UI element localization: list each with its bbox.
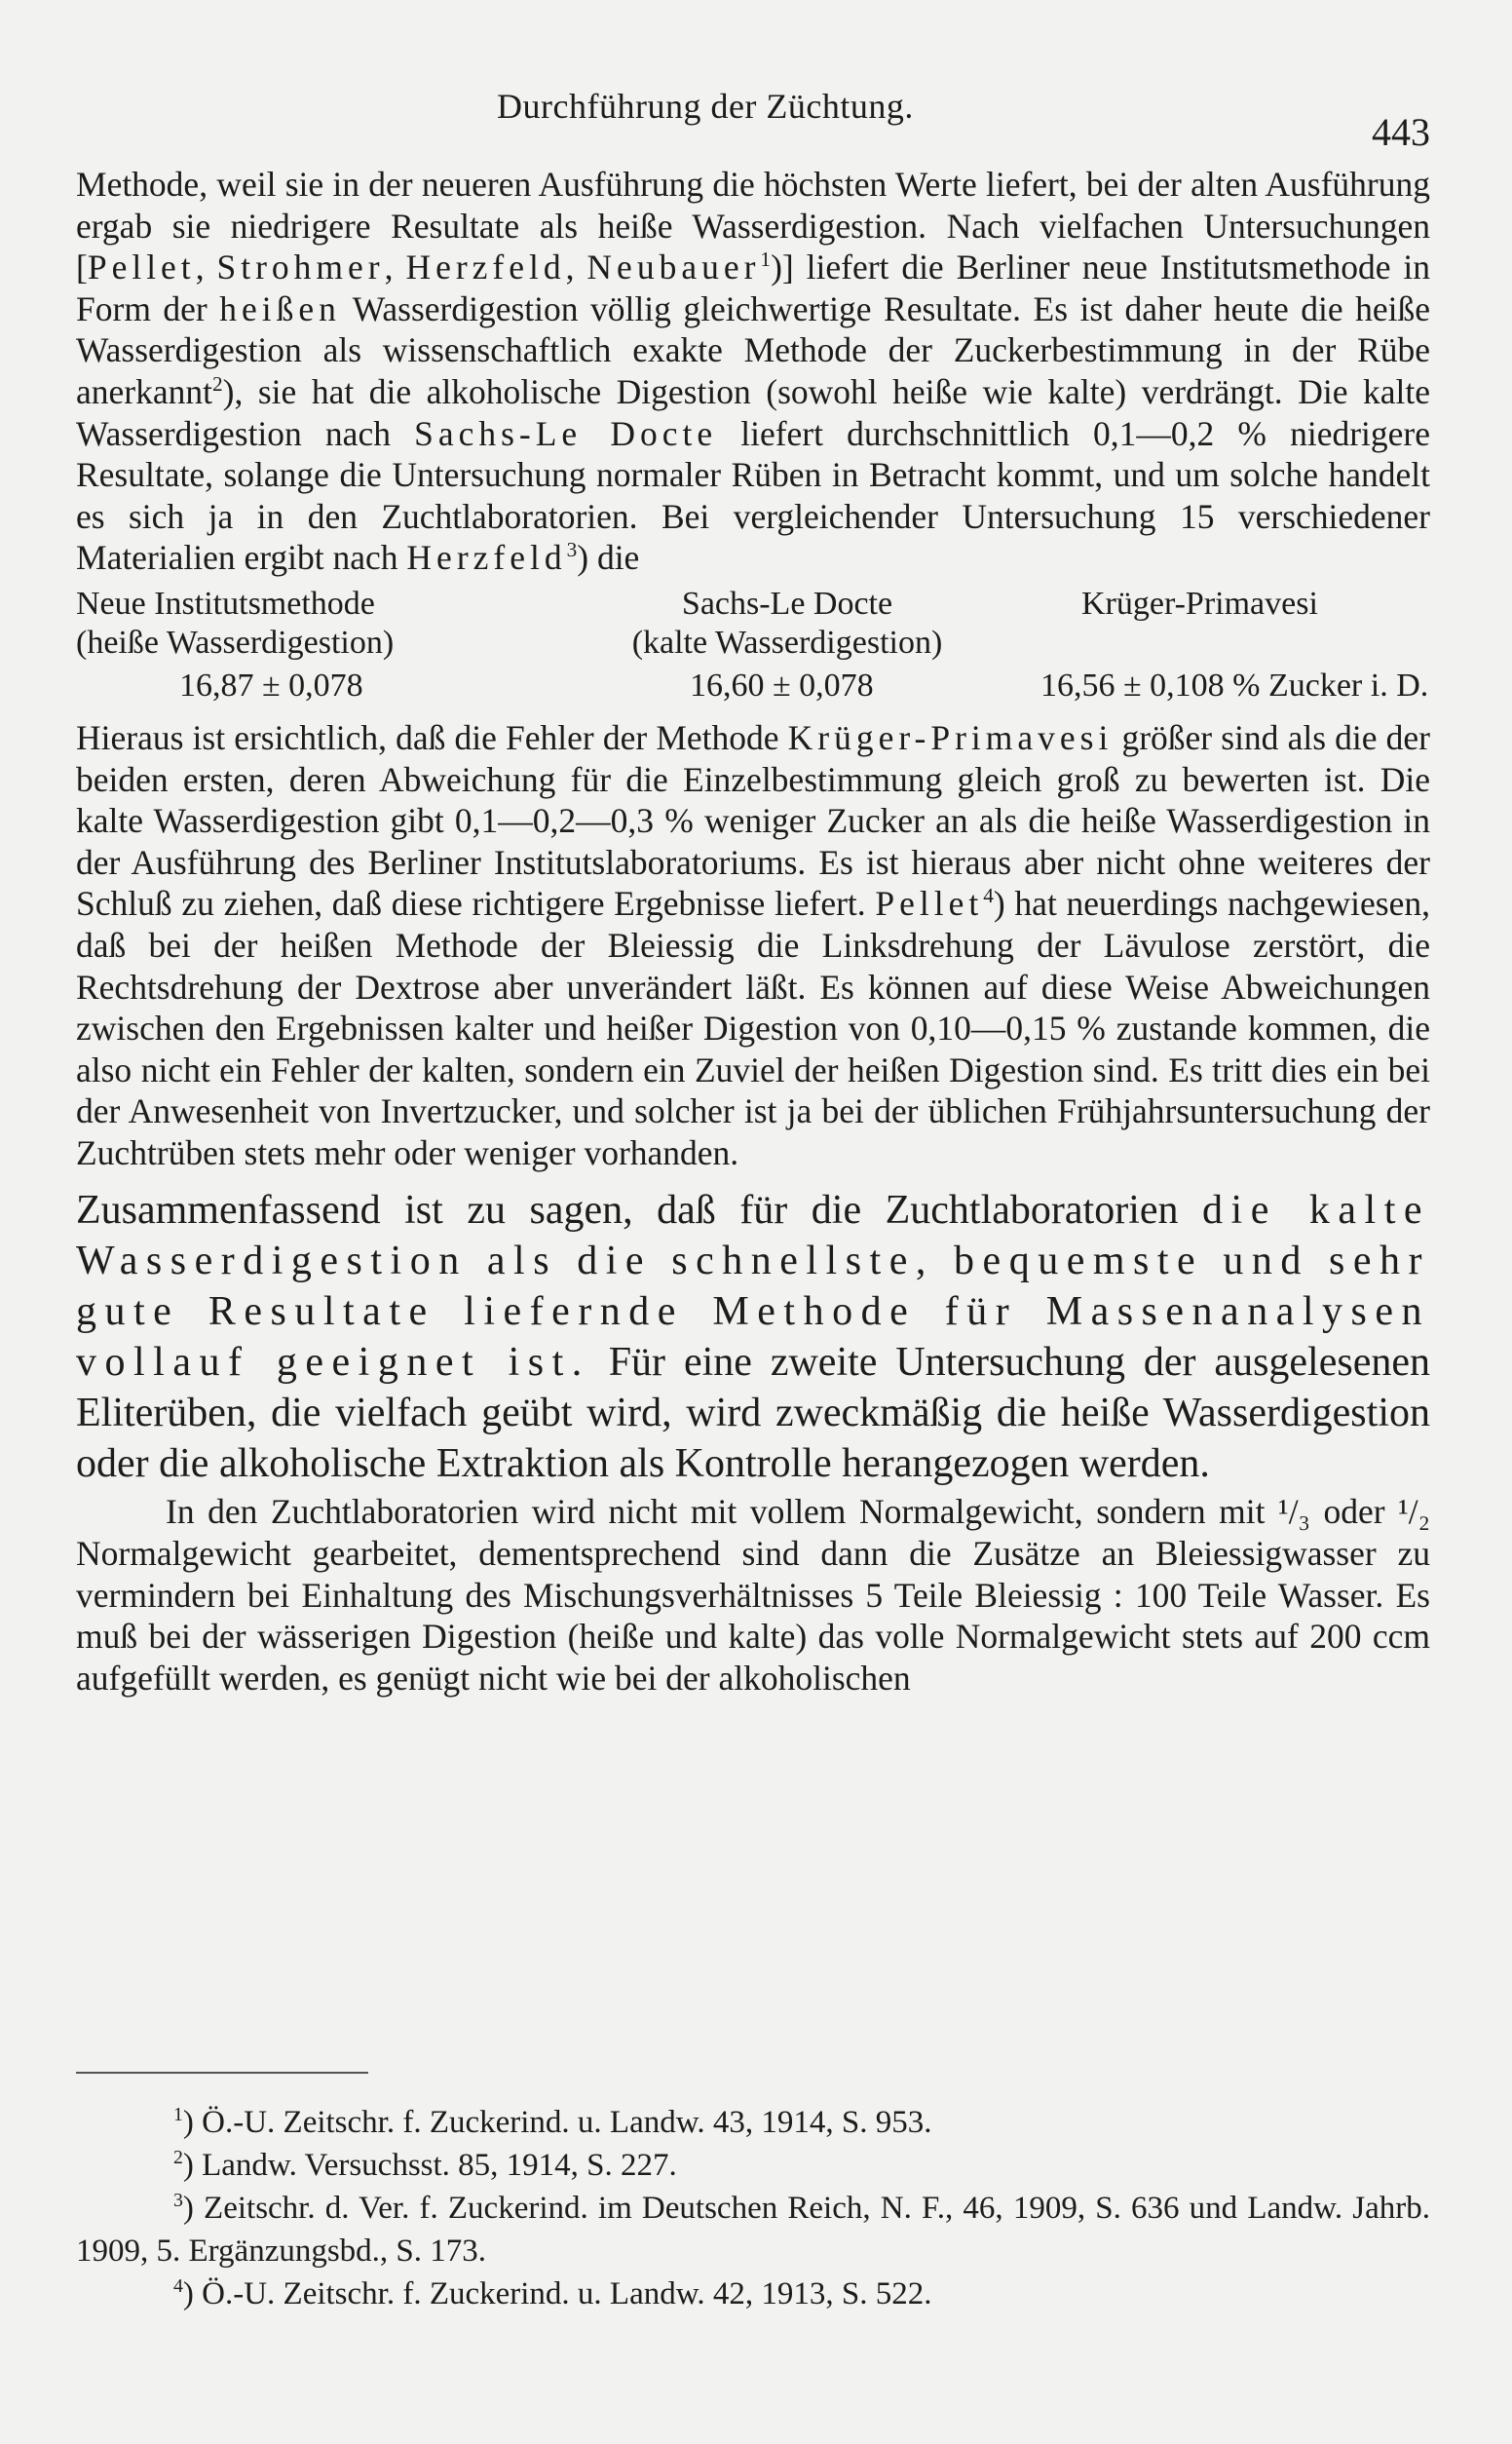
text-run: )] liefert die Berliner neue Institutsmethode in Form der [76,248,1431,328]
text-run: ), sie hat die alkoholische Digestion (sowohl heiße wie kalte) verdrängt. Die kalte Wasserdigestion nach [76,371,1430,453]
footnote-ref: 1 [760,248,772,272]
comparison-table [76,585,1430,713]
footnote-ref: 4 [983,884,994,908]
footnote [76,2101,1430,2144]
text-run: Wasserdigestion völlig gleichwertige Resultate. Es ist daher heute die heiße Wasserdigestion als wissenschaftlich exakte Methode der Zuckerbestimmung in der Rübe anerkannt [76,288,1430,411]
comparison-column [76,585,534,704]
text-run: Hieraus ist ersichtlich, daß die Fehler der Methode [76,717,788,757]
footnote-number: 4 [173,2275,183,2297]
footnote-number: 1 [173,2104,183,2125]
method-value: 16,56 ± 0,108 % Zucker i. D. [1040,667,1429,704]
method-subtitle: (kalte Wasserdigestion) [631,624,943,661]
text-run: Für eine zweite Untersuchung der ausgelesenen Eliterüben, die vielfach geübt wird, wird zweckmäßig die heiße Wasserdigestion oder die alkoholische Extraktion als Kontrolle herangezogen werden. [76,1340,1430,1487]
author-name: Herzfeld [406,538,567,578]
method-value: 16,60 ± 0,078 [690,667,874,704]
method-name: Neue Institutsmethode [76,585,375,622]
footnote-ref: 3 [566,538,578,562]
method-name: Krüger-Primavesi [1081,585,1318,622]
comparison-column [1040,585,1430,704]
paragraph-2 [76,717,1430,1174]
text-run: liefert durchschnittlich 0,1—0,2 % niedrigere Resultate, solange die Untersuchung normaler Rüben in Betracht kommt, und um solche handelt es sich ja in den Zuchtlaboratorien. Bei vergleichender Untersuchung 15 verschiedener Materialien ergibt nach [76,413,1430,578]
footnote-number: 3 [173,2190,183,2211]
footnotes [76,2101,1430,2315]
emphasized-conclusion: die kalte Wasserdigestion als die schnellste, bequemste und sehr gute Resultate liefernde Methode für Massenanalysen vollauf geeignet ist. [76,1188,1431,1386]
footnote-text: ) Ö.-U. Zeitschr. f. Zuckerind. u. Landw. 42, 1913, S. 522. [182,2276,932,2311]
method-subtitle: (heiße Wasserdigestion) [76,624,395,661]
method-value: 16,87 ± 0,078 [179,667,363,704]
author-name: Neubauer [586,248,761,287]
footnote-text: ) Ö.-U. Zeitschr. f. Zuckerind. u. Landw. 43, 1914, S. 953. [182,2105,932,2140]
paragraph-3: In den Zuchtlaboratorien wird nicht mit vollem Normalgewicht, sondern mit ¹/₃ oder ¹/₂ Normalgewicht gearbeitet, dementsprechend sind dann die Zusätze an Bleiessigwasser zu vermindern bei Einhaltung des Mischungsverhältnisses 5 Teile Bleiessig : 100 Teile Wasser. Es muß bei der wässerigen Digestion (heiße und kalte) das volle Normalgewicht stets auf 200 ccm aufgefüllt werden, es genügt nicht wie bei der alkoholischen [76,1492,1430,1698]
book-page [76,0,1430,2444]
footnote-number: 2 [173,2147,183,2168]
comparison-column [534,585,1040,704]
author-name: Herzfeld [405,248,566,287]
footnote-divider [76,2072,368,2074]
text-run: ) die [577,538,640,578]
text-run: Zusammenfassend ist zu sagen, daß für die Zuchtlaboratorien [76,1188,1203,1234]
footnote-text: ) Landw. Versuchsst. 85, 1914, S. 227. [182,2148,677,2183]
text-run: , [565,248,587,287]
paragraph-1 [76,164,1430,579]
text-run: , [195,248,217,287]
page-number: 443 [1372,110,1430,154]
summary-paragraph [76,1185,1430,1489]
text-run: , [384,248,406,287]
footnote [76,2272,1430,2315]
author-name: Pellet [875,884,984,924]
footnote-ref: 2 [211,372,223,397]
footnote [76,2144,1430,2187]
emphasis: heißen [219,288,341,328]
author-name: Strohmer [216,248,385,287]
text-run: ) hat neuerdings nachgewiesen, daß bei der heißen Methode der Bleiessig die Linksdrehung der Lävulose zerstört, die Rechtsdrehung der Dextrose aber unverändert läßt. Es können auf diese Weise Abweichungen zwischen den Ergebnissen kalter und heißer Digestion von 0,10—0,15 % zustande kommen, die also nicht ein Fehler der kalten, sondern ein Zuviel der heißen Digestion sind. Es tritt dies ein bei der Anwesenheit von Invertzucker, und solcher ist ja bei der üblichen Frühjahrsuntersuchung der Zuchtrüben stets mehr oder weniger vorhanden. [76,884,1430,1172]
author-name: Pellet [87,248,196,287]
text-run: Methode, weil sie in der neueren Ausführung die höchsten Werte liefert, bei der alten Ausführung ergab sie niedrigere Resultate als heiße Wasserdigestion. Nach vielfachen Untersuchungen [ [76,165,1430,287]
author-name: Sachs-Le Docte [414,413,718,453]
author-name: Krüger-Primavesi [787,717,1114,757]
body-text [76,164,1430,1699]
text-run: größer sind als die der beiden ersten, deren Abweichung für die Einzelbestimmung gleich groß zu bewerten ist. Die kalte Wasserdigestion gibt 0,1—0,2—0,3 % weniger Zucker an als die heiße Wasserdigestion in der Ausführung des Berliner Institutslaboratoriums. Es ist hieraus aber nicht ohne weiteres der Schluß zu ziehen, daß diese richtigere Ergebnisse liefert. [76,717,1430,924]
page-header [76,86,1430,154]
footnote-text: ) Zeitschr. d. Ver. f. Zuckerind. im Deutschen Reich, N. F., 46, 1909, S. 636 und Landw. Jahrb. 1909, 5. Ergänzungsbd., S. 173. [76,2191,1430,2269]
footnote [76,2187,1430,2272]
running-head: Durchführung der Züchtung. [497,87,914,126]
method-name: Sachs-Le Docte [681,585,893,622]
